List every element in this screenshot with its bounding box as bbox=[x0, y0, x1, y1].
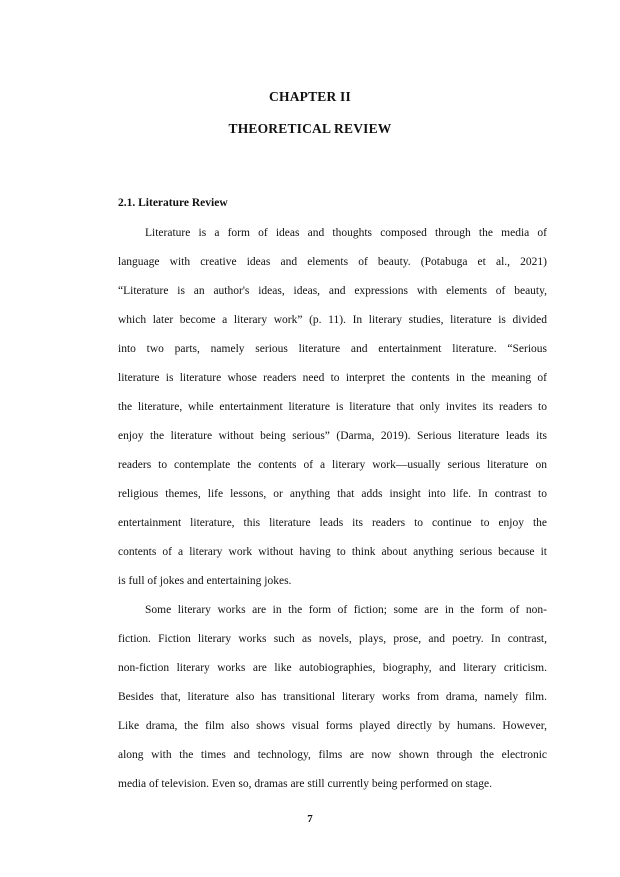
paragraph-1-line: language with creative ideas and elements of beauty. (Potabuga et al., 2021) bbox=[118, 256, 547, 268]
paragraph-1-line: “Literature is an author's ideas, ideas, and expressions with elements of beauty, bbox=[118, 285, 547, 297]
paragraph-2-line: media of television. Even so, dramas are still currently being performed on stage. bbox=[118, 778, 492, 790]
paragraph-1-line: entertainment literature, this literature leads its readers to continue to enjoy the bbox=[118, 517, 547, 529]
section-heading: 2.1. Literature Review bbox=[118, 197, 228, 209]
paragraph-1-line: which later become a literary work” (p. 11). In literary studies, literature is divided bbox=[118, 314, 547, 326]
page-number: 7 bbox=[307, 813, 313, 825]
paragraph-1-line: readers to contemplate the contents of a literary work—usually serious literature on bbox=[118, 459, 547, 471]
paragraph-2-line: Some literary works are in the form of fiction; some are in the form of non- bbox=[145, 604, 547, 616]
paragraph-2-line: along with the times and technology, films are now shown through the electronic bbox=[118, 749, 547, 761]
chapter-title: THEORETICAL REVIEW bbox=[228, 121, 392, 136]
paragraph-2-line: Like drama, the film also shows visual forms played directly by humans. However, bbox=[118, 720, 547, 732]
paragraph-1-line: Literature is a form of ideas and thoughts composed through the media of bbox=[145, 227, 547, 239]
paragraph-1-line: enjoy the literature without being serious” (Darma, 2019). Serious literature leads its bbox=[118, 430, 547, 442]
paragraph-1-line: into two parts, namely serious literature and entertainment literature. “Serious bbox=[118, 343, 547, 355]
paragraph-1-line: religious themes, life lessons, or anything that adds insight into life. In contrast to bbox=[118, 488, 547, 500]
paragraph-1-line: literature is literature whose readers need to interpret the contents in the meaning of bbox=[118, 372, 547, 384]
chapter-label: CHAPTER II bbox=[269, 89, 351, 104]
paragraph-1-line: contents of a literary work without having to think about anything serious because it bbox=[118, 546, 547, 558]
paragraph-1-line: the literature, while entertainment literature is literature that only invites its readers to bbox=[118, 401, 547, 413]
paragraph-2-line: fiction. Fiction literary works such as novels, plays, prose, and poetry. In contrast, bbox=[118, 633, 547, 645]
paragraph-2-line: Besides that, literature also has transitional literary works from drama, namely film. bbox=[118, 691, 547, 703]
paragraph-1-line: is full of jokes and entertaining jokes. bbox=[118, 575, 292, 587]
paragraph-2-line: non-fiction literary works are like autobiographies, biography, and literary criticism. bbox=[118, 662, 547, 674]
